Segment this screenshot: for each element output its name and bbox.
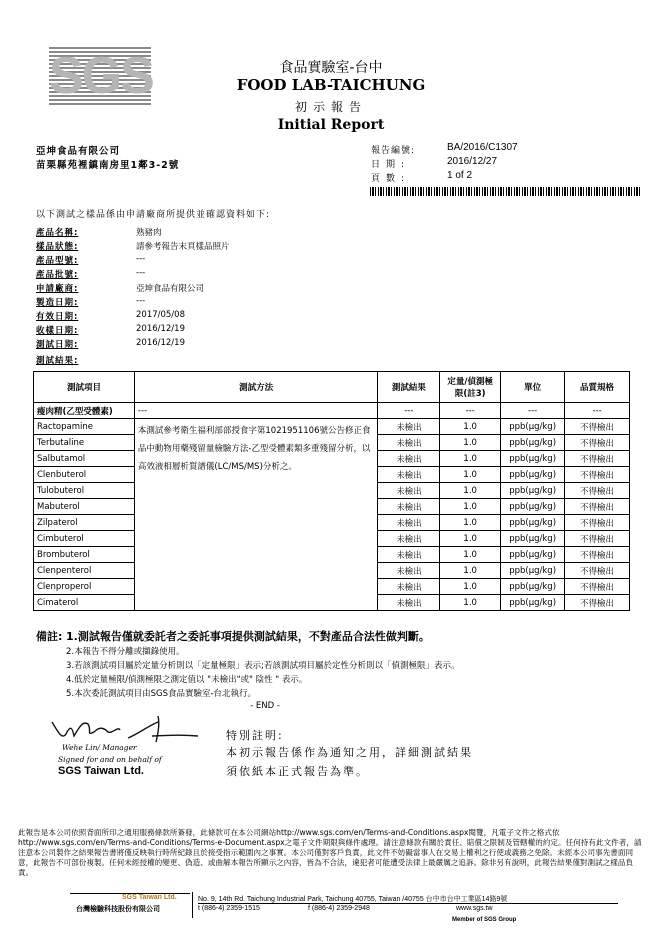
field-value: 2016/12/19 <box>136 324 185 334</box>
field-label: 產品批號: <box>36 270 79 280</box>
unit: ppb(μg/kg) <box>501 547 565 563</box>
spec: 不得檢出 <box>565 483 630 499</box>
result: 未檢出 <box>378 467 440 483</box>
note-item: 5.本次委託測試項目由SGS食品實驗室-台北執行。 <box>66 689 257 699</box>
field-value: 2017/05/08 <box>136 310 185 320</box>
report-number-label: 報告編號: <box>371 146 416 156</box>
signatory-title: Wehe Lin/ Manager <box>62 743 137 752</box>
note-item: 1.測試報告僅就委託者之委託事項提供測試結果，不對產品合法性做判斷。 <box>66 630 430 643</box>
field-label: 產品名稱: <box>36 228 79 238</box>
footer-member: Member of SGS Group <box>452 917 517 923</box>
spec: 不得檢出 <box>565 579 630 595</box>
analyte: Mabuterol <box>34 499 135 515</box>
special-heading: 特別註明: <box>226 729 284 742</box>
end-marker: - END - <box>250 701 280 711</box>
signature-company: SGS Taiwan Ltd. <box>58 765 144 777</box>
note-item: 4.低於定量極限/偵測極限之測定值以 "未檢出"或" 陰性 " 表示。 <box>66 675 308 685</box>
footer-address: No. 9, 14th Rd. Taichung Industrial Park, Taichung 40755, Taiwan /40755 台中市台中工業區14路9號 <box>198 896 508 903</box>
analyte: Brombuterol <box>34 547 135 563</box>
table-cell: --- <box>378 403 440 419</box>
limit: 1.0 <box>440 579 501 595</box>
field-value: 熟豬肉 <box>136 228 162 238</box>
report-type-en: Initial Report <box>277 117 385 133</box>
group-row <box>34 403 630 419</box>
limit: 1.0 <box>440 499 501 515</box>
footer-web: www.sgs.tw <box>456 905 493 912</box>
report-type-cn: 初示報告 <box>294 100 367 114</box>
report-pages: 1 of 2 <box>447 170 473 181</box>
col-header: 測試結果 <box>378 372 440 403</box>
field-value: --- <box>136 254 146 264</box>
result: 未檢出 <box>378 547 440 563</box>
limit: 1.0 <box>440 563 501 579</box>
table-cell: --- <box>501 403 565 419</box>
analyte: Terbutaline <box>34 435 135 451</box>
unit: ppb(μg/kg) <box>501 419 565 435</box>
unit: ppb(μg/kg) <box>501 515 565 531</box>
analyte: Salbutamol <box>34 451 135 467</box>
unit: ppb(μg/kg) <box>501 435 565 451</box>
footer-divider <box>192 892 193 918</box>
client-name: 亞坤食品有限公司 <box>36 146 121 157</box>
footer-rule <box>198 903 618 904</box>
special-line-1: 本初示報告係作為通知之用，詳細測試結果 <box>226 746 473 759</box>
unit: ppb(μg/kg) <box>501 579 565 595</box>
col-header: 品質規格 <box>565 372 630 403</box>
results-table <box>33 371 630 611</box>
test-method: 本測試參考衛生福利部部授食字第1021951106號公告修正食品中動物用藥殘留量檢驗方法-乙型受體素類多重殘留分析，以高效液相層析質譜儀(LC/MS/MS)分析之。 <box>134 419 378 611</box>
result: 未檢出 <box>378 563 440 579</box>
limit: 1.0 <box>440 435 501 451</box>
table-header-row <box>34 372 630 403</box>
spec: 不得檢出 <box>565 435 630 451</box>
special-line-2: 須依紙本正式報告為準。 <box>226 765 369 778</box>
analyte: Clenbuterol <box>34 467 135 483</box>
analyte: Tulobuterol <box>34 483 135 499</box>
unit: ppb(μg/kg) <box>501 451 565 467</box>
report-date-label: 日期: <box>371 160 411 170</box>
field-value: 請參考報告末頁樣品照片 <box>136 242 230 252</box>
limit: 1.0 <box>440 515 501 531</box>
limit: 1.0 <box>440 451 501 467</box>
field-value: 2016/12/19 <box>136 338 185 348</box>
spec: 不得檢出 <box>565 419 630 435</box>
table-cell: --- <box>565 403 630 419</box>
field-label: 測試日期: <box>36 340 79 350</box>
client-address: 苗栗縣苑裡鎮南房里1鄰3-2號 <box>36 160 180 171</box>
table-cell: --- <box>440 403 501 419</box>
intro-text: 以下測試之樣品係由申請廠商所提供並確認資料如下: <box>36 210 271 220</box>
field-label: 樣品狀態: <box>36 242 79 252</box>
disclaimer: 此報告是本公司依照背面所印之通用服務條款所簽發，此條款可在本公司網站http://www.sgs.com/en/Terms-and-Conditions.aspx閱覽，凡電子文件之格式依http://www.sgs.com/en/Terms-and-Conditions/Terms-e-Document.aspx之電子文件期限與條件處理。請注意條款有關於責任、賠償之限制及管轄權的約定。任何持有此文件者，請注意本公司製作之結果報告書將僅反映執行時所紀錄且於接受指示範圍內之事實。本公司僅對客戶負責，此文件不妨礙當事人在交易上權利之行使或義務之免除。未經本公司事先書面同意，此報告不可部份複製。任何未經授權的變更、偽造、或曲解本報告所顯示之內容，皆為不合法，違犯者可能遭受法律上最嚴厲之追訴。除非另有說明，此報告結果僅對測試之樣品負責。 <box>18 828 642 877</box>
result: 未檢出 <box>378 499 440 515</box>
analyte: Cimaterol <box>34 595 135 611</box>
unit: ppb(μg/kg) <box>501 483 565 499</box>
spec: 不得檢出 <box>565 531 630 547</box>
spec: 不得檢出 <box>565 515 630 531</box>
analyte: Zilpaterol <box>34 515 135 531</box>
field-label: 申請廠商: <box>36 284 79 294</box>
spec: 不得檢出 <box>565 547 630 563</box>
unit: ppb(μg/kg) <box>501 595 565 611</box>
limit: 1.0 <box>440 531 501 547</box>
spec: 不得檢出 <box>565 451 630 467</box>
field-value: --- <box>136 296 146 306</box>
result: 未檢出 <box>378 515 440 531</box>
limit: 1.0 <box>440 483 501 499</box>
group-name: 瘦肉精(乙型受體素) <box>34 403 135 419</box>
result: 未檢出 <box>378 531 440 547</box>
notes-prefix: 備註: <box>36 630 63 643</box>
limit: 1.0 <box>440 467 501 483</box>
result: 未檢出 <box>378 451 440 467</box>
analyte: Clenpenterol <box>34 563 135 579</box>
footer-fax: f (886-4) 2359-2948 <box>308 905 370 912</box>
note-item: 2.本報告不得分離或擷錄使用。 <box>66 647 185 657</box>
spec: 不得檢出 <box>565 563 630 579</box>
field-label: 製造日期: <box>36 298 79 308</box>
unit: ppb(μg/kg) <box>501 563 565 579</box>
field-value: 亞坤食品有限公司 <box>136 284 205 294</box>
barcode <box>370 187 640 196</box>
field-value: --- <box>136 268 146 278</box>
report-pages-label: 頁數: <box>371 174 411 184</box>
col-header: 單位 <box>501 372 565 403</box>
spec: 不得檢出 <box>565 595 630 611</box>
col-header: 測試項目 <box>34 372 135 403</box>
spec: 不得檢出 <box>565 467 630 483</box>
field-label: 產品型號: <box>36 256 79 266</box>
unit: ppb(μg/kg) <box>501 531 565 547</box>
unit: ppb(μg/kg) <box>501 467 565 483</box>
field-label: 有效日期: <box>36 312 79 322</box>
table-cell: --- <box>134 403 378 419</box>
report-number: BA/2016/C1307 <box>447 142 518 153</box>
analyte: Ractopamine <box>34 419 135 435</box>
col-header: 測試方法 <box>134 372 378 403</box>
limit: 1.0 <box>440 419 501 435</box>
table-row <box>34 419 630 435</box>
limit: 1.0 <box>440 595 501 611</box>
results-title: 測試結果: <box>36 356 79 366</box>
result: 未檢出 <box>378 595 440 611</box>
analyte: Clenproperol <box>34 579 135 595</box>
lab-title-cn: 食品實驗室-台中 <box>279 60 383 76</box>
result: 未檢出 <box>378 419 440 435</box>
result: 未檢出 <box>378 579 440 595</box>
field-label: 收樣日期: <box>36 326 79 336</box>
analyte: Cimbuterol <box>34 531 135 547</box>
footer-tel: t (886-4) 2359-1515 <box>198 905 260 912</box>
footer-company-cn: 台灣檢驗科技股份有限公司 <box>76 905 160 913</box>
lab-title-en: FOOD LAB-TAICHUNG <box>236 76 426 94</box>
limit: 1.0 <box>440 547 501 563</box>
result: 未檢出 <box>378 435 440 451</box>
unit: ppb(μg/kg) <box>501 499 565 515</box>
col-header: 定量/偵測極限(註3) <box>440 372 501 403</box>
signature-image <box>48 712 213 747</box>
footer-company-en: SGS Taiwan Ltd. <box>122 894 177 901</box>
report-date: 2016/12/27 <box>447 156 498 167</box>
logo-text: SGS <box>49 47 153 105</box>
spec: 不得檢出 <box>565 499 630 515</box>
result: 未檢出 <box>378 483 440 499</box>
note-item: 3.若該測試項目屬於定量分析則以「定量極限」表示;若該測試項目屬於定性分析則以「偵測極限」表示。 <box>66 661 460 671</box>
signed-for-text: Signed for and on behalf of <box>58 755 162 764</box>
